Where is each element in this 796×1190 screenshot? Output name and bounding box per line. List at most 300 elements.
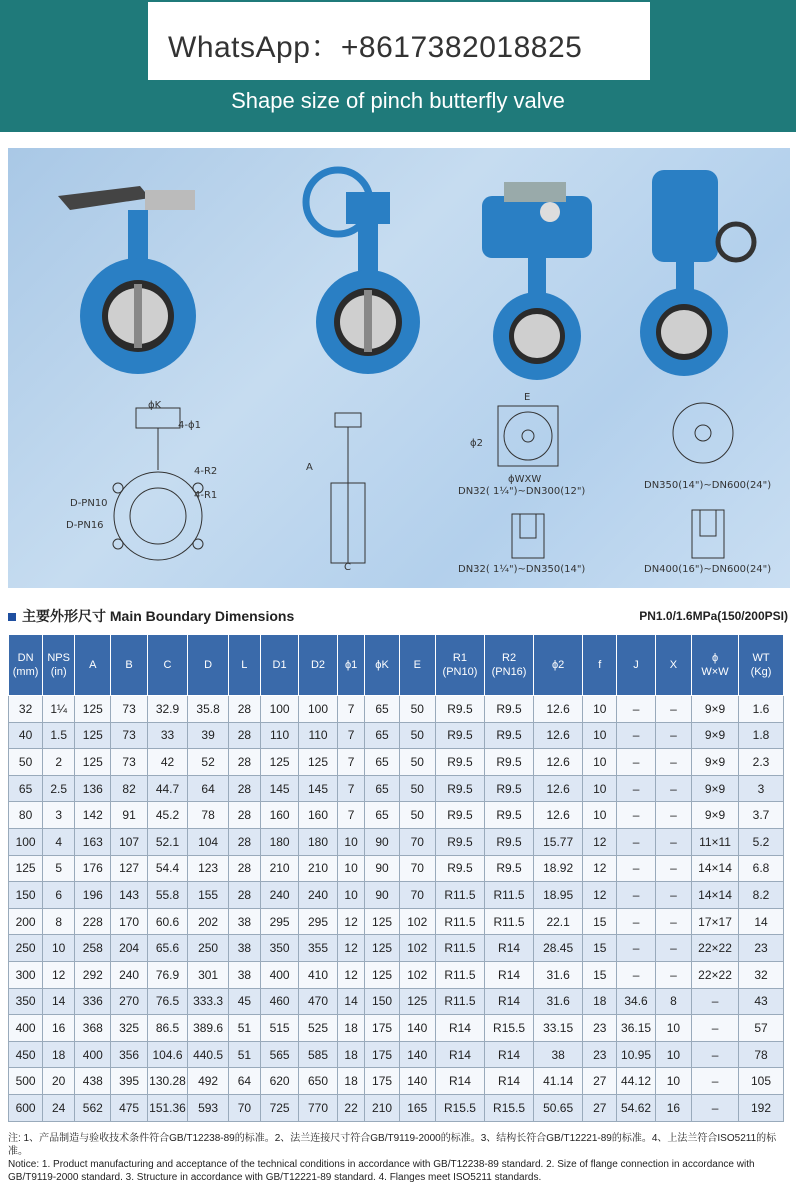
table-cell: 356 (111, 1041, 147, 1068)
table-cell: 125 (75, 696, 111, 723)
table-cell: 31.6 (534, 988, 583, 1015)
table-cell: 64 (228, 1068, 260, 1095)
table-cell: 2.5 (43, 775, 75, 802)
table-cell: 12.6 (534, 775, 583, 802)
table-cell: 475 (111, 1094, 147, 1121)
table-cell: 460 (260, 988, 298, 1015)
table-cell: 600 (9, 1094, 43, 1121)
table-cell: 355 (299, 935, 337, 962)
table-cell: R11.5 (435, 935, 484, 962)
table-cell: 54.4 (147, 855, 188, 882)
table-cell: R11.5 (435, 961, 484, 988)
table-cell: 28 (228, 722, 260, 749)
table-cell: 73 (111, 722, 147, 749)
table-cell: – (617, 855, 655, 882)
drawing-flange-top-large (668, 398, 738, 468)
table-cell: 15.77 (534, 828, 583, 855)
table-cell: 145 (299, 775, 337, 802)
table-cell: R14 (485, 1068, 534, 1095)
table-cell: 12 (337, 961, 365, 988)
table-cell: 65.6 (147, 935, 188, 962)
table-cell: 125 (365, 961, 399, 988)
table-cell: 20 (43, 1068, 75, 1095)
table-cell: 14×14 (692, 882, 739, 909)
table-cell: R9.5 (485, 775, 534, 802)
table-cell: 295 (299, 908, 337, 935)
table-cell: – (655, 935, 691, 962)
table-cell: 86.5 (147, 1015, 188, 1042)
table-cell: 6.8 (739, 855, 784, 882)
table-cell: 130.28 (147, 1068, 188, 1095)
table-cell: 76.9 (147, 961, 188, 988)
table-cell: 90 (365, 855, 399, 882)
table-cell: 43 (739, 988, 784, 1015)
table-row (9, 775, 784, 802)
table-cell: 125 (75, 722, 111, 749)
label-phi2: ϕ2 (470, 438, 483, 449)
table-header-cell: NPS (in) (43, 635, 75, 696)
table-cell: – (655, 749, 691, 776)
table-row (9, 855, 784, 882)
table-cell: R9.5 (485, 696, 534, 723)
table-cell: 151.36 (147, 1094, 188, 1121)
table-cell: 250 (188, 935, 229, 962)
table-cell: R14 (485, 961, 534, 988)
table-cell: 350 (260, 935, 298, 962)
table-cell: – (692, 1041, 739, 1068)
drawing-side-view (313, 403, 383, 578)
table-cell: – (617, 882, 655, 909)
table-cell: 770 (299, 1094, 337, 1121)
table-cell: 500 (9, 1068, 43, 1095)
table-cell: 7 (337, 775, 365, 802)
table-cell: R9.5 (485, 802, 534, 829)
table-cell: 400 (9, 1015, 43, 1042)
table-cell: 440.5 (188, 1041, 229, 1068)
table-cell: 125 (260, 749, 298, 776)
table-cell: 9×9 (692, 749, 739, 776)
table-cell: 170 (111, 908, 147, 935)
table-cell: 50.65 (534, 1094, 583, 1121)
table-header-cell: X (655, 635, 691, 696)
table-cell: 110 (260, 722, 298, 749)
table-cell: – (692, 1015, 739, 1042)
table-cell: 12 (583, 828, 617, 855)
table-cell: 125 (299, 749, 337, 776)
table-cell: 104 (188, 828, 229, 855)
table-cell: 368 (75, 1015, 111, 1042)
table-row (9, 722, 784, 749)
table-cell: 82 (111, 775, 147, 802)
table-cell: 18 (337, 1041, 365, 1068)
table-row (9, 1015, 784, 1042)
table-cell: 1¼ (43, 696, 75, 723)
table-cell: 14 (43, 988, 75, 1015)
table-cell: 28 (228, 802, 260, 829)
table-cell: R14 (485, 935, 534, 962)
table-cell: 9×9 (692, 722, 739, 749)
table-cell: 3 (739, 775, 784, 802)
table-cell: 73 (111, 749, 147, 776)
table-cell: 400 (260, 961, 298, 988)
table-header-cell: DN (mm) (9, 635, 43, 696)
table-cell: 12 (583, 882, 617, 909)
table-cell: R9.5 (485, 722, 534, 749)
table-cell: 7 (337, 802, 365, 829)
table-cell: 12 (43, 961, 75, 988)
table-header-cell: WT (Kg) (739, 635, 784, 696)
section-title-text: 主要外形尺寸 Main Boundary Dimensions (22, 608, 295, 624)
table-cell: – (655, 855, 691, 882)
table-cell: 15 (583, 961, 617, 988)
table-cell: R15.5 (485, 1094, 534, 1121)
table-cell: R11.5 (485, 908, 534, 935)
table-cell: 32 (9, 696, 43, 723)
table-cell: 14 (739, 908, 784, 935)
table-cell: 52 (188, 749, 229, 776)
table-cell: 23 (583, 1015, 617, 1042)
table-cell: R9.5 (485, 749, 534, 776)
table-cell: 125 (365, 908, 399, 935)
table-cell: – (655, 802, 691, 829)
table-cell: 389.6 (188, 1015, 229, 1042)
bullet-square-icon (8, 613, 16, 621)
table-cell: 165 (399, 1094, 435, 1121)
dimensions-table (8, 634, 784, 1122)
table-cell: 22.1 (534, 908, 583, 935)
table-cell: 9×9 (692, 775, 739, 802)
table-cell: 28 (228, 828, 260, 855)
table-cell: 145 (260, 775, 298, 802)
table-cell: 204 (111, 935, 147, 962)
table-row (9, 696, 784, 723)
table-cell: – (655, 828, 691, 855)
table-cell: 18 (337, 1068, 365, 1095)
table-row (9, 1094, 784, 1121)
table-cell: 10 (337, 828, 365, 855)
table-cell: 325 (111, 1015, 147, 1042)
table-row (9, 988, 784, 1015)
table-cell: 240 (260, 882, 298, 909)
table-cell: 620 (260, 1068, 298, 1095)
table-cell: 336 (75, 988, 111, 1015)
table-cell: 210 (299, 855, 337, 882)
notes (8, 1132, 790, 1184)
table-cell: 107 (111, 828, 147, 855)
table-header-cell: D2 (299, 635, 337, 696)
table-cell: – (692, 988, 739, 1015)
table-cell: 8.2 (739, 882, 784, 909)
table-cell: 65 (365, 749, 399, 776)
table-cell: 140 (399, 1015, 435, 1042)
label-a: A (306, 462, 313, 473)
table-cell: 70 (399, 882, 435, 909)
table-header-cell: ϕ1 (337, 635, 365, 696)
table-cell: 300 (9, 961, 43, 988)
table-cell: 1.8 (739, 722, 784, 749)
table-cell: 10 (583, 722, 617, 749)
table-cell: 9×9 (692, 802, 739, 829)
table-cell: – (655, 961, 691, 988)
table-cell: 438 (75, 1068, 111, 1095)
table-cell: 50 (399, 749, 435, 776)
table-cell: 10 (655, 1068, 691, 1095)
table-cell: 28 (228, 855, 260, 882)
table-cell: 27 (583, 1068, 617, 1095)
table-cell: 18.95 (534, 882, 583, 909)
valve-gear-image (298, 162, 438, 377)
table-cell: 10 (583, 749, 617, 776)
table-cell: 12.6 (534, 696, 583, 723)
table-cell: 18.92 (534, 855, 583, 882)
table-cell: 33 (147, 722, 188, 749)
table-cell: 140 (399, 1068, 435, 1095)
table-cell: – (692, 1094, 739, 1121)
table-cell: 585 (299, 1041, 337, 1068)
table-cell: 100 (299, 696, 337, 723)
table-cell: 100 (9, 828, 43, 855)
table-cell: 1.6 (739, 696, 784, 723)
table-cell: 28 (228, 696, 260, 723)
table-cell: 16 (655, 1094, 691, 1121)
table-cell: 175 (365, 1068, 399, 1095)
notes-chinese: 注: 1、产品制造与验收技术条件符合GB/T12238-89的标准。2、法兰连接尺寸符合GB/T9119-2000的标准。3、结构长符合GB/T12221-89的标准。4、上法兰符合ISO5211的标准。 (8, 1133, 777, 1157)
table-cell: – (617, 749, 655, 776)
table-cell: 70 (399, 855, 435, 882)
table-header-cell: C (147, 635, 188, 696)
table-cell: R9.5 (485, 855, 534, 882)
table-cell: 196 (75, 882, 111, 909)
table-cell: 410 (299, 961, 337, 988)
table-cell: 33.15 (534, 1015, 583, 1042)
table-cell: R11.5 (435, 908, 484, 935)
table-cell: 2.3 (739, 749, 784, 776)
table-cell: 45 (228, 988, 260, 1015)
table-cell: 143 (111, 882, 147, 909)
table-cell: R15.5 (435, 1094, 484, 1121)
table-cell: 60.6 (147, 908, 188, 935)
table-cell: 41.14 (534, 1068, 583, 1095)
label-wxw: ϕWXW (508, 474, 542, 485)
table-cell: – (617, 961, 655, 988)
table-cell: 39 (188, 722, 229, 749)
table-cell: 18 (43, 1041, 75, 1068)
table-cell: 593 (188, 1094, 229, 1121)
table-cell: 12 (337, 908, 365, 935)
table-cell: 240 (299, 882, 337, 909)
table-cell: 142 (75, 802, 111, 829)
table-cell: 16 (43, 1015, 75, 1042)
table-cell: 155 (188, 882, 229, 909)
table-cell: 50 (9, 749, 43, 776)
table-row (9, 935, 784, 962)
table-cell: 123 (188, 855, 229, 882)
table-cell: 10 (337, 882, 365, 909)
table-cell: 22 (337, 1094, 365, 1121)
table-cell: 28 (228, 775, 260, 802)
table-cell: R14 (485, 988, 534, 1015)
table-cell: 180 (260, 828, 298, 855)
table-cell: – (655, 696, 691, 723)
table-cell: 160 (299, 802, 337, 829)
table-cell: 7 (337, 749, 365, 776)
table-cell: 228 (75, 908, 111, 935)
table-cell: 150 (365, 988, 399, 1015)
table-cell: R14 (435, 1068, 484, 1095)
table-header-cell: ϕ W×W (692, 635, 739, 696)
table-cell: 70 (228, 1094, 260, 1121)
table-cell: 400 (75, 1041, 111, 1068)
table-cell: 105 (739, 1068, 784, 1095)
table-cell: 50 (399, 775, 435, 802)
table-cell: 12.6 (534, 802, 583, 829)
table-row (9, 908, 784, 935)
table-cell: 76.5 (147, 988, 188, 1015)
table-cell: 78 (188, 802, 229, 829)
label-c: C (344, 562, 351, 573)
table-cell: 65 (365, 802, 399, 829)
table-cell: 45.2 (147, 802, 188, 829)
table-header-cell: D (188, 635, 229, 696)
table-cell: 80 (9, 802, 43, 829)
table-cell: 22×22 (692, 961, 739, 988)
table-cell: 202 (188, 908, 229, 935)
table-cell: 333.3 (188, 988, 229, 1015)
table-cell: 270 (111, 988, 147, 1015)
table-cell: 31.6 (534, 961, 583, 988)
table-cell: 22×22 (692, 935, 739, 962)
table-cell: 104.6 (147, 1041, 188, 1068)
table-cell: 200 (9, 908, 43, 935)
table-cell: 9×9 (692, 696, 739, 723)
table-cell: 70 (399, 828, 435, 855)
table-cell: 140 (399, 1041, 435, 1068)
table-cell: 14×14 (692, 855, 739, 882)
table-cell: 176 (75, 855, 111, 882)
table-cell: 192 (739, 1094, 784, 1121)
drawing-shaft-large (688, 506, 728, 562)
table-cell: 525 (299, 1015, 337, 1042)
table-row (9, 828, 784, 855)
table-header-cell: J (617, 635, 655, 696)
table-header-cell: B (111, 635, 147, 696)
label-range-1: DN32( 1¼")~DN300(12") (458, 486, 586, 497)
label-dpn16: D-PN16 (66, 520, 104, 531)
table-cell: 18 (337, 1015, 365, 1042)
table-cell: 10 (655, 1041, 691, 1068)
table-cell: 5.2 (739, 828, 784, 855)
table-cell: 175 (365, 1015, 399, 1042)
table-cell: 210 (260, 855, 298, 882)
table-cell: – (655, 882, 691, 909)
table-cell: 12.6 (534, 749, 583, 776)
table-cell: 725 (260, 1094, 298, 1121)
table-cell: 102 (399, 935, 435, 962)
label-r1: 4-R1 (194, 490, 218, 501)
table-cell: 10 (655, 1015, 691, 1042)
table-cell: 14 (337, 988, 365, 1015)
header-banner (0, 0, 796, 132)
table-cell: 38 (228, 961, 260, 988)
whatsapp-contact: WhatsApp：+8617382018825 (168, 31, 583, 64)
table-cell: 565 (260, 1041, 298, 1068)
table-cell: 65 (9, 775, 43, 802)
table-header-cell: ϕK (365, 635, 399, 696)
table-cell: R14 (435, 1015, 484, 1042)
table-cell: 11×11 (692, 828, 739, 855)
valve-lever-image (50, 166, 200, 378)
table-cell: 3 (43, 802, 75, 829)
section-title (8, 606, 294, 626)
table-header-cell: A (75, 635, 111, 696)
drawing-shaft-small (508, 510, 548, 562)
table-cell: 450 (9, 1041, 43, 1068)
table-cell: 180 (299, 828, 337, 855)
table-cell: R9.5 (435, 749, 484, 776)
table-cell: 7 (337, 722, 365, 749)
table-cell: R14 (485, 1041, 534, 1068)
label-range-4: DN400(16")~DN600(24") (644, 564, 772, 575)
table-cell: 650 (299, 1068, 337, 1095)
table-cell: 470 (299, 988, 337, 1015)
table-cell: R9.5 (435, 802, 484, 829)
table-cell: 8 (43, 908, 75, 935)
table-cell: – (617, 722, 655, 749)
table-cell: 42 (147, 749, 188, 776)
table-cell: 65 (365, 775, 399, 802)
table-row (9, 749, 784, 776)
label-phi-k: ϕK (148, 400, 162, 411)
table-cell: 7 (337, 696, 365, 723)
table-cell: 5 (43, 855, 75, 882)
table-cell: R9.5 (435, 828, 484, 855)
drawing-flange-top-small (488, 396, 568, 476)
table-cell: 350 (9, 988, 43, 1015)
table-cell: 32.9 (147, 696, 188, 723)
table-cell: 23 (739, 935, 784, 962)
table-cell: 175 (365, 1041, 399, 1068)
table-cell: – (617, 828, 655, 855)
table-cell: 125 (399, 988, 435, 1015)
label-r2: 4-R2 (194, 466, 218, 477)
label-dpn10: D-PN10 (70, 498, 108, 509)
label-range-2: DN350(14")~DN600(24") (644, 480, 772, 491)
table-cell: 17×17 (692, 908, 739, 935)
table-row (9, 1068, 784, 1095)
table-cell: 12 (337, 935, 365, 962)
table-cell: 57 (739, 1015, 784, 1042)
table-cell: 51 (228, 1041, 260, 1068)
table-cell: 35.8 (188, 696, 229, 723)
table-cell: 295 (260, 908, 298, 935)
table-cell: 100 (260, 696, 298, 723)
table-header-cell: R1 (PN10) (435, 635, 484, 696)
table-cell: 64 (188, 775, 229, 802)
table-cell: R15.5 (485, 1015, 534, 1042)
table-cell: 90 (365, 828, 399, 855)
table-cell: 38 (228, 908, 260, 935)
table-cell: 65 (365, 696, 399, 723)
table-cell: 102 (399, 961, 435, 988)
table-cell: 28 (228, 882, 260, 909)
label-e: E (524, 392, 531, 403)
table-cell: 10 (583, 775, 617, 802)
table-cell: 44.12 (617, 1068, 655, 1095)
pressure-rating: PN1.0/1.6MPa(150/200PSI) (639, 609, 788, 623)
table-cell: – (655, 722, 691, 749)
table-cell: 3.7 (739, 802, 784, 829)
table-cell: – (617, 696, 655, 723)
